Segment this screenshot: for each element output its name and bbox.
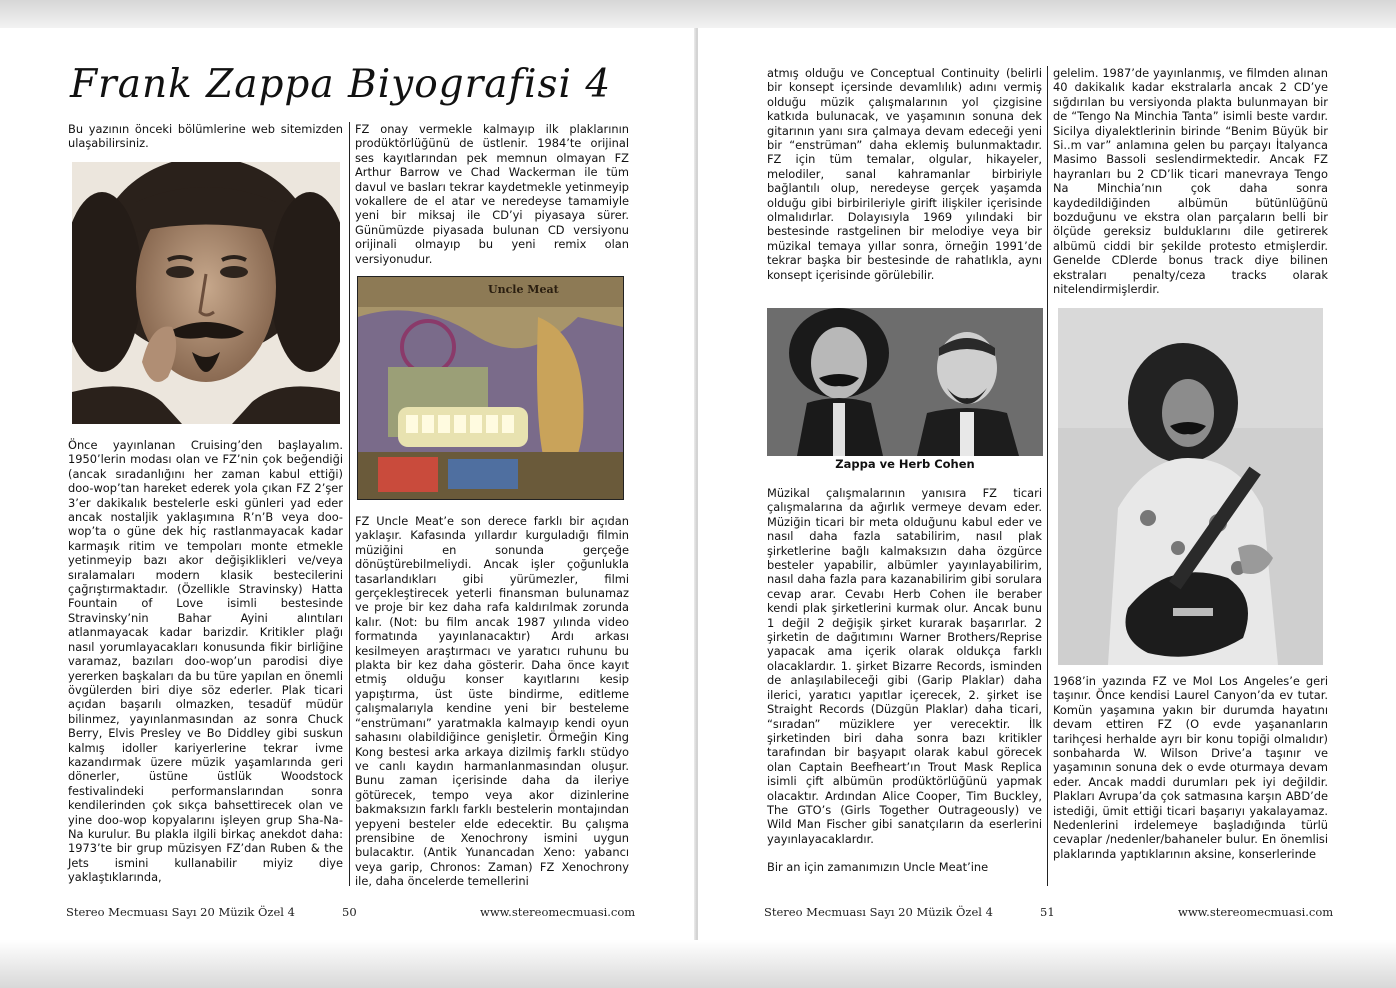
footer-left-website: www.stereomecmuasi.com [480,905,636,919]
cruising-paragraph: Önce yayınlanan Cruising’den başlayalım. 1950’lerin modası olan ve FZ’nin çok beğendiği (ancak sıradanlığını her zaman kabul ettiği) doo-wop’tan hareket ederek yola çıkan FZ 2’şer 3’er dakikalık bestelerle eski günleri yad eder ancak nostaljik yaklaşımına R’n’B veya doo-wop’ta o güne dek hiç rastlanmayacak kadar karmaşık ritim ve tempoları monte etmekle yetinmeyip bazı akor değişiklikleri ve/veya sıralamaları modern klasik bestecilerini çağrıştırmaktadır. (Özellikle Stravinsky) Hatta Fountain of Love isimli bestesinde Stravinsky’nin Bahar Ayini alıntıları atlanmayacak kadar barizdir. Kritikler plağı nasıl yorumlayacakları konusunda fikir birliğine varamaz, bazıları doo-wop’un parodisi diye yererken başkaları da bu türe yapılan en önemli övgülerden biri diye söz ederler. Plak ticari açıdan başarılı olmazken, tesadüf müdür bilinmez, yayınlanmasından az sonra Chuck Berry, Elvis Presley ve Bo Diddley gibi suskun kalmış idoller kariyerlerine tekrar ivme kazandırmak üzere müzik yaşamlarında geri dönerler, üstüne üstlük Woodstock festivalindeki performanslarından sonra kendilerinden çok sıkça bahsettirecek olan ve yine doo-wop kopyalarını işleyen grup Sha-Na-Na kurulur. Bu plakla ilgili birkaç anekdot daha: 1973’te bir grup müzisyen FZ’dan Ruben & the Jets ismini kullanabilir miyiz diye yaklaştıklarında, [68,438,343,885]
zappa-herb-cohen-photo [767,308,1043,456]
conceptual-continuity-paragraph: atmış olduğu ve Conceptual Continuity (belirli bir konsept içersinde devamlılık) adını vermiş olduğu müzik çalışmalarının yol çizgisine katkıda bulunacak, ve yaşamının sonuna dek gitarının yanı sıra çalmaya devam edeceği yeni bir “enstrüman” daha eklemiş bulunmaktadır. FZ için tüm temalar, olgular, hikayeler, melodiler, sanal kahramanlar birbiriyle bağlantılı olup, neredeyse gerçek yaşamda olduğu gibi birbirileriyle girift ilişkiler içerisinde olmalıdırlar. Dolayısıyla 1969 yılındaki bir bestesinde rastgelinen bir melodiye veya bir müzikal temaya yıllar sonra, örneğin 1991’de tekrar başka bir bestesinde de rahatlıkla, aynı konsept içerisinde görülebilir. [767,66,1042,282]
tengo-na-minchia-paragraph: gelelim. 1987’de yayınlanmış, ve filmden alınan 40 dakikalık kadar ekstralarla ancak 2 CD’ye sığdırılan bu versiyonda plakta bulunmayan bir de “Tengo Na Minchia Tanta” isimli beste vardır. Sicilya diyalektlerinin birinde “Benim Büyük bir Si..m var” anlamına gelen bu parçayı İtalyanca Masimo Bassoli seslendirmektedir. Ancak FZ hayranları bu 2 CD’lik ticari manevraya Tengo Na Minchia’nın çok daha sonra kaydedildiğinden albümün bütünlüğünü bozduğunu ve ekstra olan parçaların belli bir ölçüde gereksiz bulduklarını dile getirerek albümü ciddi bir şekilde protesto etmişlerdir. Genelde CDlerde bonus track diye bilinen ekstraları penalty/ceza tracks olarak nitelendirmişlerdir. [1053,66,1328,297]
zappa-guitar-photo [1058,308,1323,665]
intro-paragraph: Bu yazının önceki bölümlerine web sitemizden ulaşabilirsiniz. [68,122,343,151]
left-column-1-top [68,122,343,161]
footer-left-page-number: 50 [342,905,357,919]
footer-left-magazine: Stereo Mecmuası Sayı 20 Müzik Özel 4 [66,905,295,919]
album-cover-title: Uncle Meat [488,283,559,296]
left-column-2-body [355,514,629,899]
column-divider-left [349,122,350,886]
article-title: Frank Zappa Biyografisi 4 [70,62,612,107]
uncle-meat-cover-art [358,277,623,499]
bottom-shadow [0,940,1396,988]
column-divider-right [1047,66,1048,886]
footer-right-page-number: 51 [1040,905,1055,919]
footer-right-website: www.stereomecmuasi.com [1178,905,1334,919]
right-column-1-top [767,66,1042,292]
zappa-guitar-image [1058,308,1323,665]
zappa-portrait-photo [72,162,340,424]
zappa-herb-cohen-image [767,308,1043,456]
left-column-1-body [68,438,343,895]
uncle-meat-paragraph: FZ Uncle Meat’e son derece farklı bir açıdan yaklaşır. Kafasında yıllardır kurguladığı filmin müziğini en sonunda gerçeğe dönüştürebilmeliydi. Ancak işler çoğunlukla tasarlandıkları gibi yürümezler, filmi gerçekleştirecek yeterli finansman bulunamaz ve proje bir kez daha rafa kaldırılmak zorunda kalır. (Not: bu film ancak 1987 yılında video formatında yayınlanacaktır) Ardı arkası kesilmeyen araştırmacı ve yaratıcı ruhunu bu plakta bir kez daha gösterir. Daha önce kayıt etmiş olduğu konser kayıtlarını kesip yapıştırma, üst üste bindirme, editleme çalışmalarıyla kendine yeni bir besteleme “enstrümanı” yaratmakla kalmayıp kendi oyun sahasını olabildiğince genişletir. Örmeğin King Kong bestesi arka arkaya dizilmiş farklı stüdyo ve canlı kaydın harmanlanmasından oluşur. Bunu zaman içerisinde daha da ileriye götürecek, tempo veya akor dizinlerine bakmaksızın farklı farklı bestelerin montajından yepyeni besteler elde edecektir. Bu çalışma prensibine de Xenochrony ismini uygun bulacaktır. (Antik Yunancadan Xeno: yabancı veya garip, Chronos: Zaman) FZ Xenochrony ile, daha öncelerde temellerini [355,514,629,889]
right-column-2-body [1053,674,1328,871]
record-labels-paragraph: Müzikal çalışmalarının yanısıra FZ ticari çalışmalarına da ağırlık vermeye devam eder. Müziğin ticari bir meta olduğunu kabul eder ve nasıl daha fazla satabilirim, nasıl plak şirketlerine bağlı kalmaksızın daha özgürce besteler yapabilir, albümler yayınlayabilirim, nasıl daha fazla para kazanabilirim gibi sorulara cevap arar. Cevabı Herb Cohen ile beraber kendi plak şirketlerini kurmak olur. Ancak bunu 1 değil 2 değişik şirket kurarak başarırlar. 2 şirketin de dağıtımını Warner Brothers/Reprise yapacak ama içerik olarak oldukça farklı olacaklardır. 1. şirket Bizarre Records, isminden de anlaşılabileceği gibi (Garip Plaklar) daha ilerici, yaratıcı yapıtlar içerecek, 2. şirket ise Straight Records (Düzgün Plaklar) daha ticari, “sıradan” müziklere yer verecektir. İlk şirketinden biri daha sonra bazı kritikler tarafından bir başyapıt olarak kabul görecek olan Captain Beefheart’ın Trout Mask Replica isimli çift albümün prodüktörlüğünü yapmak olacaktır. Ardından Alice Cooper, Tim Buckley, The GTO’s (Girls Together Outrageously) ve Wild Man Fischer gibi sanatçıların da eserlerini yayınlayacaklardır. [767,486,1042,846]
uncle-meat-album-cover [357,276,624,500]
right-column-2-top [1053,66,1328,307]
right-column-1-body [767,486,1042,885]
footer-right-magazine: Stereo Mecmuası Sayı 20 Müzik Özel 4 [764,905,993,919]
left-column-2-top [355,122,629,276]
zappa-portrait-image [72,162,340,424]
remix-paragraph: FZ onay vermekle kalmayıp ilk plaklarının prodüktörlüğünü de üstlenir. 1984’te orijinal ses kayıtlarından pek memnun olmayan FZ Arthur Barrow ve Chad Wackerman ile tüm davul ve basları tekrar kaydetmekle yetinmeyip vokallere de el atar ve neredeyse tamamiyle yeni bir miksaj ile CD’yi piyasaya sürer. Günümüzde piyasada bulunan CD versiyonu orijinali olmayıp bu yeni remix olan versiyonudur. [355,122,629,266]
uncle-meat-today-paragraph: Bir an için zamanımızın Uncle Meat’ine [767,860,989,875]
los-angeles-paragraph: 1968’in yazında FZ ve MoI Los Angeles’e geri taşınır. Önce kendisi Laurel Canyon’da ev tutar. Komün yaşamına yakın bir durumda hayatını devam ettiren FZ (O evde yaşananların tarihçesi herhalde ayrı bir konu topiği olmalıdır) sonbaharda W. Wilson Drive’a taşınır ve yaşamının sonuna dek o evde oturmaya devam eder. Ancak maddi durumları pek iyi değildir. Plakları Avrupa’da çok satmasına karşın ABD’de istediği, ümit ettiği ticari başarıyı yakalayamaz. Nedenlerini irdelemeye başladığında türlü cevaplar /nedenler/bahaneler bulur. En önemlisi plaklarında yaptıklarının aksine, konserlerinde [1053,674,1328,861]
photo-caption: Zappa ve Herb Cohen [835,457,975,471]
